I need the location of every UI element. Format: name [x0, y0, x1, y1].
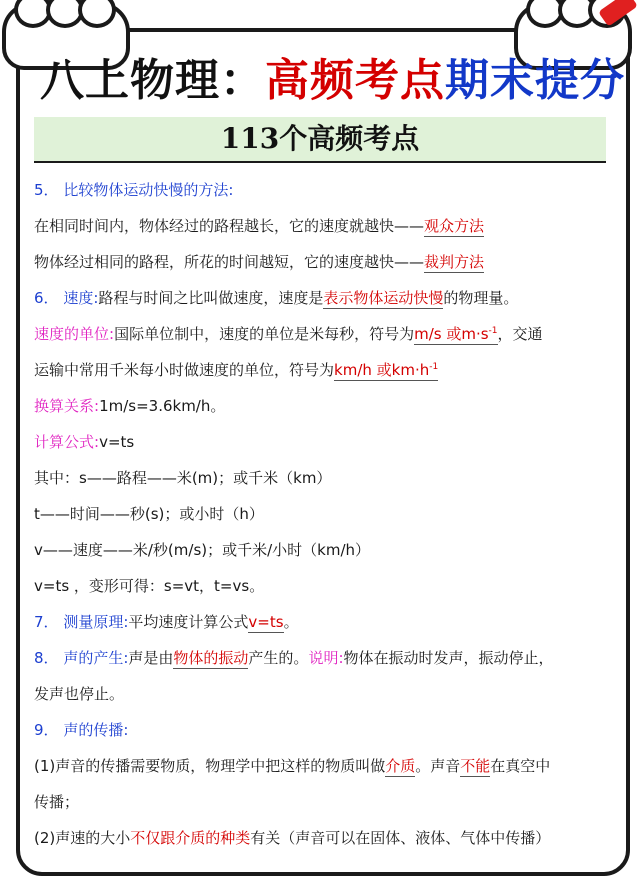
section-label: 速度:: [63, 289, 99, 307]
text: 物体在振动时发声，振动停止，: [343, 649, 554, 667]
text-line: [34, 820, 614, 856]
subsection-label: 换算关系:: [34, 397, 100, 415]
text-line: [34, 352, 614, 388]
title-part-2: 高频考点: [265, 55, 445, 106]
keyword-highlight: v=ts: [248, 613, 284, 631]
note-label: 说明:: [308, 649, 344, 667]
text: 在相同时间内，物体经过的路程越长，它的速度就越快——: [34, 217, 425, 235]
text: 声是由: [128, 649, 174, 667]
subsection-label: 计算公式:: [34, 433, 100, 451]
text: 路程与时间之比叫做速度，速度是: [98, 289, 324, 307]
text-line: [34, 208, 614, 244]
section-number: 8．: [34, 649, 59, 667]
superscript: -1: [488, 326, 498, 336]
text-line: v——速度——米/秒(m/s)；或千米/小时（km/h）: [34, 541, 371, 559]
text: 物体经过相同的路程，所花的时间越短，它的速度越快——: [34, 253, 425, 271]
keyword-highlight: 不仅跟介质的种类: [130, 829, 251, 847]
text-line: [34, 424, 614, 460]
text-line: 发声也停止。: [34, 685, 125, 703]
keyword-highlight: 不能: [460, 757, 491, 775]
keyword-highlight: 裁判方法: [424, 253, 485, 271]
section-8-heading: [34, 640, 614, 676]
content-body: [34, 172, 614, 856]
text-line: [34, 316, 614, 352]
text: 。声音: [415, 757, 461, 775]
text-line: v=ts ，变形可得：s=vt，t=vs。: [34, 577, 265, 595]
section-number: 7．: [34, 613, 59, 631]
text-line: [34, 748, 614, 784]
section-9-heading: [34, 712, 614, 748]
keyword-highlight: 物体的振动: [173, 649, 249, 667]
title-part-3: 期末提分: [445, 55, 625, 106]
section-7-heading: [34, 604, 614, 640]
page-title: [40, 44, 625, 108]
formula: v=ts: [99, 433, 135, 451]
text: 运输中常用千米每小时做速度的单位，符号为: [34, 361, 335, 379]
keyword-highlight: 表示物体运动快慢: [323, 289, 444, 307]
unit-text: m/s 或m·s: [414, 325, 489, 343]
section-5-heading: [34, 172, 614, 208]
section-number: 6．: [34, 289, 59, 307]
text: ，交通: [497, 325, 543, 343]
title-part-1: 八上物理：: [40, 55, 265, 106]
text: 平均速度计算公式: [128, 613, 249, 631]
superscript: -1: [429, 362, 439, 372]
text-line: 传播；: [34, 793, 80, 811]
text: (1)声音的传播需要物质，物理学中把这样的物质叫做: [34, 757, 386, 775]
text: 产生的。: [248, 649, 309, 667]
section-6-heading: [34, 280, 614, 316]
section-label: 测量原理:: [63, 613, 129, 631]
section-banner: 113个高频考点: [34, 117, 606, 163]
text-line: [34, 244, 614, 280]
text: 有关（声音可以在固体、液体、气体中传播）: [250, 829, 551, 847]
text: 在真空中: [490, 757, 551, 775]
section-title: 声的传播:: [63, 721, 129, 739]
section-number: 9．: [34, 721, 59, 739]
text: 。: [283, 613, 299, 631]
text: (2)声速的大小: [34, 829, 131, 847]
text-line: 其中：s——路程——米(m)；或千米（km）: [34, 469, 332, 487]
text: 的物理量。: [443, 289, 519, 307]
unit-text: km/h 或km·h: [334, 361, 430, 379]
text: 国际单位制中，速度的单位是米每秒，符号为: [114, 325, 415, 343]
text: 1m/s=3.6km/h。: [99, 397, 226, 415]
text-line: t——时间——秒(s)；或小时（h）: [34, 505, 264, 523]
keyword-highlight: [334, 361, 438, 381]
keyword-highlight: 观众方法: [424, 217, 485, 235]
keyword-highlight: 介质: [385, 757, 416, 775]
keyword-highlight: [414, 325, 497, 345]
section-title: 比较物体运动快慢的方法:: [63, 181, 234, 199]
section-number: 5．: [34, 181, 59, 199]
text-line: [34, 388, 614, 424]
section-label: 声的产生:: [63, 649, 129, 667]
subsection-label: 速度的单位:: [34, 325, 115, 343]
